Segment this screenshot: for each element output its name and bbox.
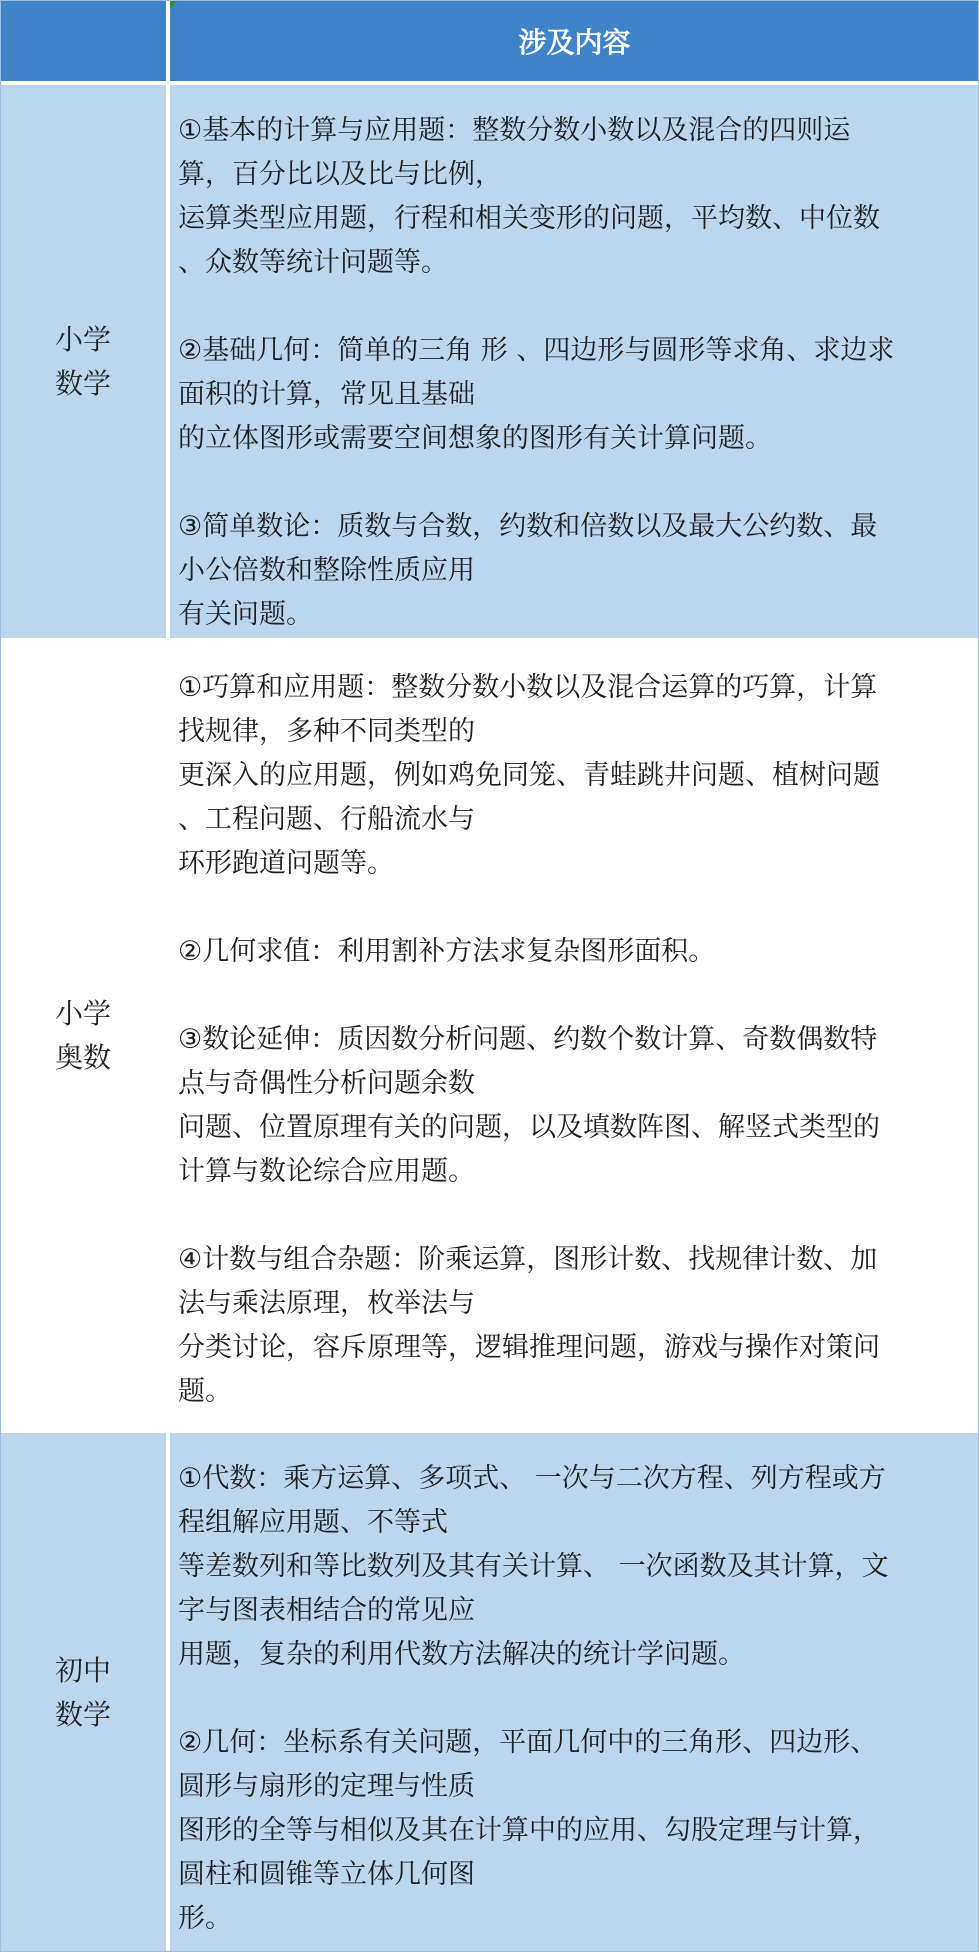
text-line: 的立体图形或需要空间想象的图形有关计算问题。	[178, 423, 772, 454]
content-paragraph	[178, 1457, 973, 1677]
header-content-title: 涉及内容	[170, 0, 979, 81]
text-line: 找规律，多种不同类型的	[178, 716, 475, 747]
text-line: 算，百分比以及比与比例，	[178, 159, 502, 190]
text-line: 程组解应用题、不等式	[178, 1507, 448, 1538]
category-label	[43, 992, 123, 1080]
text-line: ①巧算和应用题：整数分数小数以及混合运算的巧算，计算	[178, 672, 878, 703]
category-line: 小学	[54, 996, 111, 1030]
text-line: 字与图表相结合的常见应	[178, 1595, 475, 1626]
text-line: 、众数等统计问题等。	[178, 247, 448, 278]
table-header	[0, 0, 979, 81]
content-cell	[170, 1433, 979, 1952]
text-line: ④计数与组合杂题：阶乘运算，图形计数、找规律计数、加	[178, 1244, 878, 1275]
text-line: 形。	[178, 1903, 232, 1934]
text-line: 计算与数论综合应用题。	[178, 1156, 475, 1187]
text-line: 问题、位置原理有关的问题，以及填数阵图、解竖式类型的	[178, 1112, 880, 1143]
text-line: 图形的全等与相似及其在计算中的应用、勾股定理与计算，	[178, 1815, 880, 1846]
content-paragraph	[178, 930, 973, 974]
text-line: 更深入的应用题，例如鸡免同笼、青蛙跳井问题、植树问题	[178, 760, 880, 791]
content-paragraph	[178, 1721, 973, 1941]
text-line: ②几何：坐标系有关问题，平面几何中的三角形、四边形、	[178, 1727, 878, 1758]
category-cell	[0, 642, 167, 1429]
text-line: ①基本的计算与应用题：整数分数小数以及混合的四则运	[178, 115, 851, 146]
column-divider	[166, 0, 170, 1952]
corner-mark-icon	[170, 0, 178, 8]
text-line: 圆形与扇形的定理与性质	[178, 1771, 475, 1802]
category-line: 奥数	[54, 1040, 111, 1074]
content-cell	[170, 85, 979, 638]
text-line: 点与奇偶性分析问题余数	[178, 1068, 475, 1099]
content-paragraph	[178, 1018, 973, 1194]
table-row	[0, 85, 979, 638]
text-line: 运算类型应用题，行程和相关变形的问题，平均数、中位数	[178, 203, 880, 234]
category-label	[43, 318, 123, 406]
category-line: 数学	[54, 1697, 111, 1731]
category-cell	[0, 85, 166, 638]
text-line: ③简单数论：质数与合数，约数和倍数以及最大公约数、最	[178, 511, 878, 542]
text-line: ③数论延伸：质因数分析问题、约数个数计算、奇数偶数特	[178, 1024, 878, 1055]
content-paragraph	[178, 666, 973, 886]
category-line: 小学	[54, 322, 111, 356]
text-line: 分类讨论，容斥原理等，逻辑推理问题，游戏与操作对策问	[178, 1332, 880, 1363]
content-cell	[170, 642, 979, 1429]
category-line: 初中	[54, 1653, 111, 1687]
content-paragraph	[178, 1238, 973, 1414]
content-paragraph	[178, 109, 973, 285]
table-row	[0, 642, 979, 1429]
category-cell	[0, 1433, 166, 1952]
text-line: 有关问题。	[178, 599, 313, 630]
text-line: ①代数：乘方运算、多项式、 一次与二次方程、列方程或方	[178, 1463, 886, 1494]
text-line: 环形跑道问题等。	[178, 848, 394, 879]
text-line: 小公倍数和整除性质应用	[178, 555, 475, 586]
content-paragraph	[178, 505, 973, 637]
text-line: 用题，复杂的利用代数方法解决的统计学问题。	[178, 1639, 745, 1670]
header-category-cell	[0, 0, 166, 81]
text-line: 题。	[178, 1376, 232, 1407]
table-row	[0, 1433, 979, 1952]
text-line: 法与乘法原理，枚举法与	[178, 1288, 475, 1319]
category-line: 数学	[54, 366, 111, 400]
text-line: 面积的计算，常见且基础	[178, 379, 475, 410]
text-line: ②几何求值：利用割补方法求复杂图形面积。	[178, 936, 716, 967]
text-line: 圆柱和圆锥等立体几何图	[178, 1859, 475, 1890]
text-line: 等差数列和等比数列及其有关计算、 一次函数及其计算，文	[178, 1551, 889, 1582]
content-paragraph	[178, 329, 973, 461]
category-label	[43, 1649, 123, 1737]
text-line: ②基础几何：简单的三角 形 、四边形与圆形等求角、求边求	[178, 335, 895, 366]
text-line: 、工程问题、行船流水与	[178, 804, 475, 835]
